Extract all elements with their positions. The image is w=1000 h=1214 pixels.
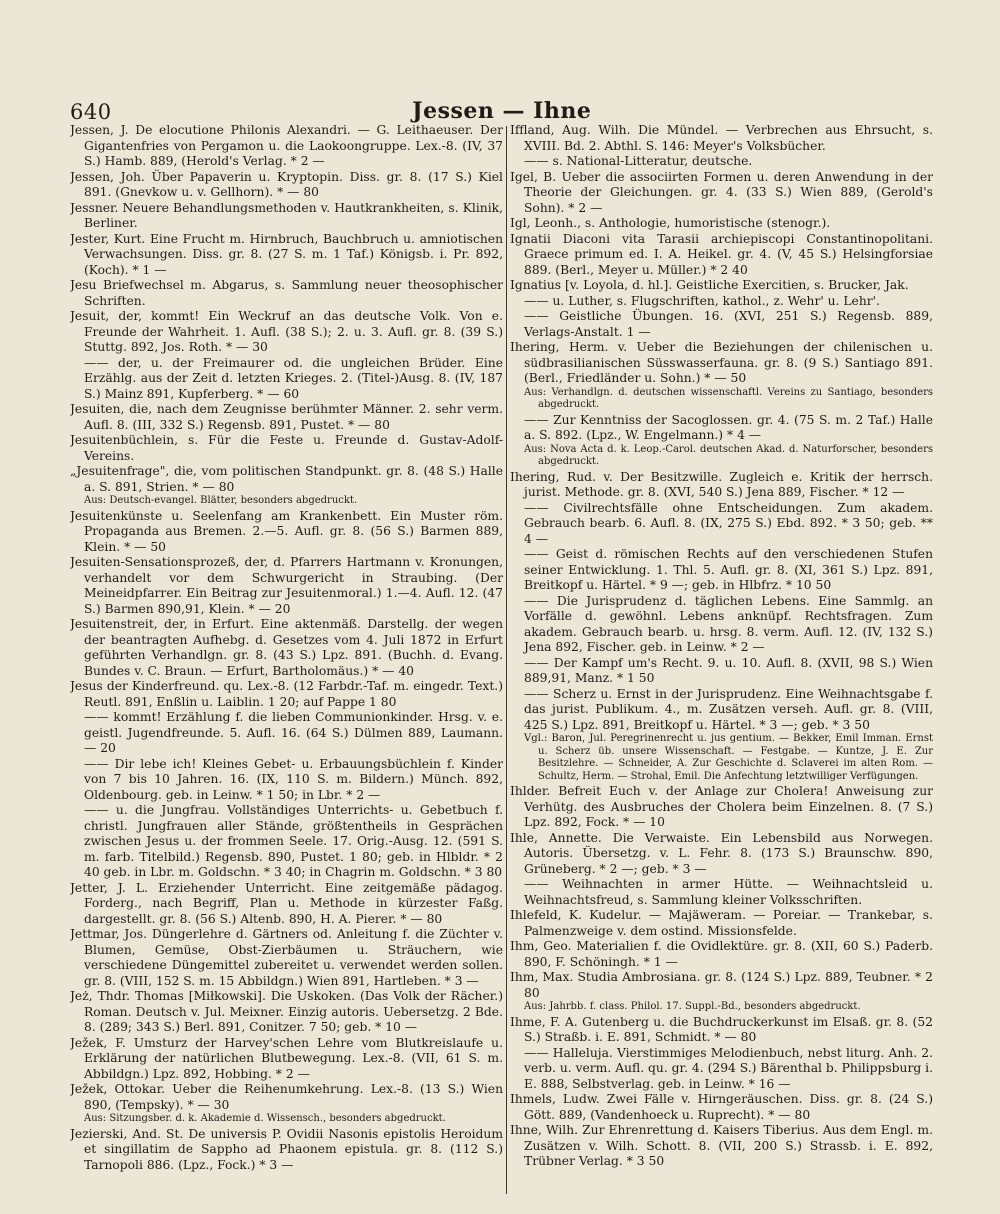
source-note: Aus: Deutsch-evangel. Blätter, besonders abgedruckt.: [84, 495, 358, 506]
catalog-entry: Igl, Leonh., s. Anthologie, humoristische (stenogr.).: [510, 216, 831, 230]
catalog-entry: —— Geist d. römischen Rechts auf den verschiedenen Stufen seiner Entwicklung. 1. Thl. 5. Aufl. gr. 8. (XI, 361 S.) Lpz. 891, Breitkopf u. Härtel. * 9 —; geb. in Hlbfrz. * 10 50: [524, 547, 933, 592]
running-title: Jessen — Ihne: [412, 98, 592, 124]
catalog-entry: Jesuitenbüchlein, s. Für die Feste u. Freunde d. Gustav-Adolf-Vereins.: [70, 433, 503, 463]
catalog-entry: Ježek, F. Umsturz der Harvey'schen Lehre vom Blutkreislaufe u. Erklärung der natürlichen Blutbewegung. Lex.-8. (VII, 61 S. m. Abbildgn.) Lpz. 892, Hobbing. * 2 —: [70, 1035, 503, 1081]
catalog-entry: „Jesuitenfrage", die, vom politischen Standpunkt. gr. 8. (48 S.) Halle a. S. 891, Strien. * — 80: [70, 464, 503, 494]
catalog-entry: Jesus der Kinderfreund. qu. Lex.-8. (12 Farbdr.-Taf. m. eingedr. Text.) Reutl. 891, Enßlin u. Laiblin. 1 20; auf Pappe 1 80: [70, 679, 503, 709]
catalog-entry: Ihne, Wilh. Zur Ehrenrettung d. Kaisers Tiberius. Aus dem Engl. m. Zusätzen v. Wilh. Schott. 8. (VII, 200 S.) Strassb. i. E. 892, Trübner Verlag. * 3 50: [510, 1123, 933, 1168]
catalog-entry: Jester, Kurt. Eine Frucht m. Hirnbruch, Bauchbruch u. amniotischen Verwachsungen. Diss. gr. 8. (27 S. m. 1 Taf.) Königsb. i. Pr. 892, (Koch). * 1 —: [70, 231, 503, 277]
catalog-entry: Jesuitenkünste u. Seelenfang am Krankenbett. Ein Muster röm. Propaganda aus Bremen. 2.—5. Aufl. gr. 8. (56 S.) Barmen 889, Klein. * — 50: [70, 508, 503, 554]
page-number: 640: [70, 100, 112, 124]
catalog-entry: Ihering, Herm. v. Ueber die Beziehungen der chilenischen u. südbrasilianischen Süsswasserfauna. gr. 8. (9 S.) Santiago 891. (Berl., Friedländer u. Sohn.) * — 50: [510, 340, 933, 385]
catalog-entry: Jessen, J. De elocutione Philonis Alexandri. — G. Leithaeuser. Der Gigantenfries von Pergamon u. die Laokoongruppe. Lex.-8. (IV, 37 S.) Hamb. 889, (Herold's Verlag. * 2 —: [70, 123, 503, 168]
source-note: Aus: Jahrbb. f. class. Philol. 17. Suppl.-Bd., besonders abgedruckt.: [524, 1001, 861, 1012]
catalog-entry: —— Dir lebe ich! Kleines Gebet- u. Erbauungsbüchlein f. Kinder von 7 bis 10 Jahren. 16. (IX, 110 S. m. Bildern.) Münch. 892, Oldenbourg. geb. in Leinw. * 1 50; in Lbr. * 2 —: [84, 756, 503, 802]
catalog-entry: Ihme, F. A. Gutenberg u. die Buchdruckerkunst im Elsaß. gr. 8. (52 S.) Straßb. i. E. 891, Schmidt. * — 80: [510, 1014, 933, 1044]
catalog-entry: Jeż, Thdr. Thomas [Miłkowski]. Die Uskoken. (Das Volk der Rächer.) Roman. Deutsch v. Jul. Meixner. Einzig autoris. Uebersetzg. 2 Bde. 8. (289; 343 S.) Berl. 891, Conitzer. 7 50; geb. * 10 —: [70, 989, 503, 1034]
catalog-entry: Ihering, Rud. v. Der Besitzwille. Zugleich e. Kritik der herrsch. jurist. Methode. gr. 8. (XVI, 540 S.) Jena 889, Fischer. * 12 —: [510, 469, 933, 499]
catalog-entry: Ignatii Diaconi vita Tarasii archiepiscopi Constantinopolitani. Graece primum ed. I. A. Heikel. gr. 4. (V, 45 S.) Helsingforsiae 889. (Berl., Meyer u. Müller.) * 2 40: [510, 231, 933, 277]
source-note: Vgl.: Baron, Jul. Peregrinenrecht u. jus gentium. — Bekker, Emil Imman. Ernst u. Scherz üb. unsere Wissenschaft. — Festgabe. — Kuntze, J. E. Zur Besitzlehre. — Schneider, A. Zur Geschichte d. Sclaverei im alten Rom. — Schultz, Herm. — Strohal, Emil. Die Anfechtung letztwilliger Verfügungen.: [524, 733, 933, 782]
catalog-entry: Jessen, Joh. Über Papaverin u. Kryptopin. Diss. gr. 8. (17 S.) Kiel 891. (Gnevkow u. v. Gellhorn). * — 80: [70, 169, 503, 199]
catalog-entry: Jesuiten-Sensationsprozeß, der, d. Pfarrers Hartmann v. Kronungen, verhandelt vor dem Schwurgericht in Straubing. (Der Meineidpfarrer. Ein Beitrag zur Jesuitenmoral.) 1.—4. Aufl. 12. (47 S.) Barmen 890,91, Klein. * — 20: [70, 555, 503, 616]
catalog-entry: —— Die Jurisprudenz d. täglichen Lebens. Eine Sammlg. an Vorfälle d. gewöhnl. Lebens anknüpf. Rechtsfragen. Zum akadem. Gebrauch bearb. u. hrsg. 8. verm. Aufl. 12. (IV, 132 S.) Jena 892, Fischer. geb. in Leinw. * 2 —: [524, 593, 933, 654]
catalog-entry: Ihm, Max. Studia Ambrosiana. gr. 8. (124 S.) Lpz. 889, Teubner. * 2 80: [510, 970, 933, 1000]
catalog-entry: Jessner. Neuere Behandlungsmethoden v. Hautkrankheiten, s. Klinik, Berliner.: [70, 200, 503, 230]
catalog-entry: Jesuit, der, kommt! Ein Weckruf an das deutsche Volk. Von e. Freunde der Wahrheit. 1. Aufl. (38 S.); 2. u. 3. Aufl. gr. 8. (39 S.) Stuttg. 892, Jos. Roth. * — 30: [70, 309, 503, 354]
catalog-entry: —— Weihnachten in armer Hütte. — Weihnachtsleid u. Weihnachtsfreud, s. Sammlung kleiner Volksschriften.: [524, 877, 933, 907]
catalog-entry: —— Zur Kenntniss der Sacoglossen. gr. 4. (75 S. m. 2 Taf.) Halle a. S. 892. (Lpz., W. Engelmann.) * 4 —: [524, 412, 933, 442]
catalog-entry: Igel, B. Ueber die associirten Formen u. deren Anwendung in der Theorie der Gleichungen. gr. 4. (33 S.) Wien 889, (Gerold's Sohn). * 2 —: [510, 169, 933, 215]
catalog-entry: Ihlefeld, K. Kudelur. — Majäweram. — Poreiar. — Trankebar, s. Palmenzweige v. dem ostind. Missionsfelde.: [510, 908, 933, 938]
catalog-entry: Ihle, Annette. Die Verwaiste. Ein Lebensbild aus Norwegen. Autoris. Übersetzg. v. L. Fehr. 8. (173 S.) Braunschw. 890, Grüneberg. * 2 —; geb. * 3 —: [510, 830, 933, 876]
catalog-entry: Ignatius [v. Loyola, d. hl.]. Geistliche Exercitien, s. Brucker, Jak.: [510, 278, 909, 292]
catalog-entry: —— Der Kampf um's Recht. 9. u. 10. Aufl. 8. (XVII, 98 S.) Wien 889,91, Manz. * 1 50: [524, 655, 933, 685]
catalog-entry: —— u. Luther, s. Flugschriften, kathol., z. Wehr' u. Lehr'.: [524, 293, 880, 308]
catalog-entry: Iffland, Aug. Wilh. Die Mündel. — Verbrechen aus Ehrsucht, s. XVIII. Bd. 2. Abthl. S. 146: Meyer's Volksbücher.: [510, 123, 933, 153]
catalog-entry: Ihlder. Befreit Euch v. der Anlage zur Cholera! Anweisung zur Verhütg. des Ausbruches der Cholera beim Einzelnen. 8. (7 S.) Lpz. 892, Fock. * — 10: [510, 784, 933, 829]
column-divider: [506, 126, 507, 1194]
catalog-entry: —— Civilrechtsfälle ohne Entscheidungen. Zum akadem. Gebrauch bearb. 6. Aufl. 8. (IX, 275 S.) Ebd. 892. * 3 50; geb. ** 4 —: [524, 500, 933, 546]
catalog-entry: Ježek, Ottokar. Ueber die Reihenumkehrung. Lex.-8. (13 S.) Wien 890, (Tempsky). * — 30: [70, 1082, 503, 1112]
catalog-entry: —— s. National-Litteratur, deutsche.: [524, 154, 753, 168]
catalog-entry: —— kommt! Erzählung f. die lieben Communionkinder. Hrsg. v. e. geistl. Jugendfreunde. 5. Aufl. 16. (64 S.) Dülmen 889, Laumann. — 20: [84, 710, 503, 755]
catalog-entry: Jesuitenstreit, der, in Erfurt. Eine aktenmäß. Darstellg. der wegen der beantragten Aufhebg. d. Gesetzes vom 4. Juli 1872 in Erfurt geführten Verhandlgn. gr. 8. (43 S.) Lpz. 891. (Buchh. d. Evang. Bundes v. C. Braun. — Erfurt, Bartholomäus.) * — 40: [70, 617, 503, 678]
page-header: [70, 84, 932, 124]
catalog-entry: —— Halleluja. Vierstimmiges Melodienbuch, nebst liturg. Anh. 2. verb. u. verm. Aufl. qu. gr. 4. (294 S.) Bärenthal b. Philippsburg i. E. 888, Selbstverlag. geb. in Leinw. * 16 —: [524, 1045, 933, 1091]
left-column: [70, 123, 503, 1203]
catalog-entry: —— der, u. der Freimaurer od. die ungleichen Brüder. Eine Erzählg. aus der Zeit d. letzten Krieges. 2. (Titel-)Ausg. 8. (IV, 187 S.) Mainz 891, Kupferberg. * — 60: [84, 355, 503, 401]
catalog-entry: Jesuiten, die, nach dem Zeugnisse berühmter Männer. 2. sehr verm. Aufl. 8. (III, 332 S.) Regensb. 891, Pustet. * — 80: [70, 402, 503, 432]
catalog-entry: —— u. die Jungfrau. Vollständiges Unterrichts- u. Gebetbuch f. christl. Jungfrauen aller Stände, größtentheils in Gesprächen zwischen Jesus u. der frommen Seele. 17. Orig.-Ausg. 12. (591 S. m. farb. Titelbild.) Regensb. 890, Pustet. 1 80; geb. in Hlbldr. * 2 40 geb. in Lbr. m. Goldschn. * 3 40; in Chagrin m. Goldschn. * 3 80: [84, 803, 503, 879]
right-column: [510, 123, 933, 1203]
catalog-entry: Jesu Briefwechsel m. Abgarus, s. Sammlung neuer theosophischer Schriften.: [70, 278, 503, 308]
catalog-entry: —— Geistliche Übungen. 16. (XVI, 251 S.) Regensb. 889, Verlags-Anstalt. 1 —: [524, 309, 933, 339]
source-note: Aus: Verhandlgn. d. deutschen wissenschaftl. Vereins zu Santiago, besonders abgedruckt.: [524, 386, 933, 410]
catalog-entry: Ihm, Geo. Materialien f. die Ovidlektüre. gr. 8. (XII, 60 S.) Paderb. 890, F. Schöningh. * 1 —: [510, 939, 933, 969]
catalog-entry: —— Scherz u. Ernst in der Jurisprudenz. Eine Weihnachtsgabe f. das jurist. Publikum. 4., m. Zusätzen verseh. Aufl. gr. 8. (VIII, 425 S.) Lpz. 891, Breitkopf u. Härtel. * 3 —; geb. * 3 50: [524, 686, 933, 732]
catalog-entry: Jettmar, Jos. Düngerlehre d. Gärtners od. Anleitung f. die Züchter v. Blumen, Gemüse, Obst-Zierbäumen u. Sträuchern, wie verschiedene Düngemittel zubereitet u. verwendet werden sollen. gr. 8. (VIII, 152 S. m. 15 Abbildgn.) Wien 891, Hartleben. * 3 —: [70, 927, 503, 988]
catalog-entry: Ihmels, Ludw. Zwei Fälle v. Hirngeräuschen. Diss. gr. 8. (24 S.) Gött. 889, (Vandenhoeck u. Ruprecht). * — 80: [510, 1092, 933, 1122]
source-note: Aus: Nova Acta d. k. Leop.-Carol. deutschen Akad. d. Naturforscher, besonders abgedruckt.: [524, 443, 933, 467]
catalog-entry: Jetter, J. L. Erziehender Unterricht. Eine zeitgemäße pädagog. Forderg., nach Begriff, Plan u. Methode in kürzester Faßg. dargestellt. gr. 8. (56 S.) Altenb. 890, H. A. Pierer. * — 80: [70, 880, 503, 926]
source-note: Aus: Sitzungsber. d. k. Akademie d. Wissensch., besonders abgedruckt.: [84, 1113, 446, 1124]
catalog-entry: Jezierski, And. St. De universis P. Ovidii Nasonis epistolis Heroidum et singillatim de Sappho ad Phaonem epistula. gr. 8. (112 S.) Tarnopoli 886. (Lpz., Fock.) * 3 —: [70, 1126, 503, 1172]
